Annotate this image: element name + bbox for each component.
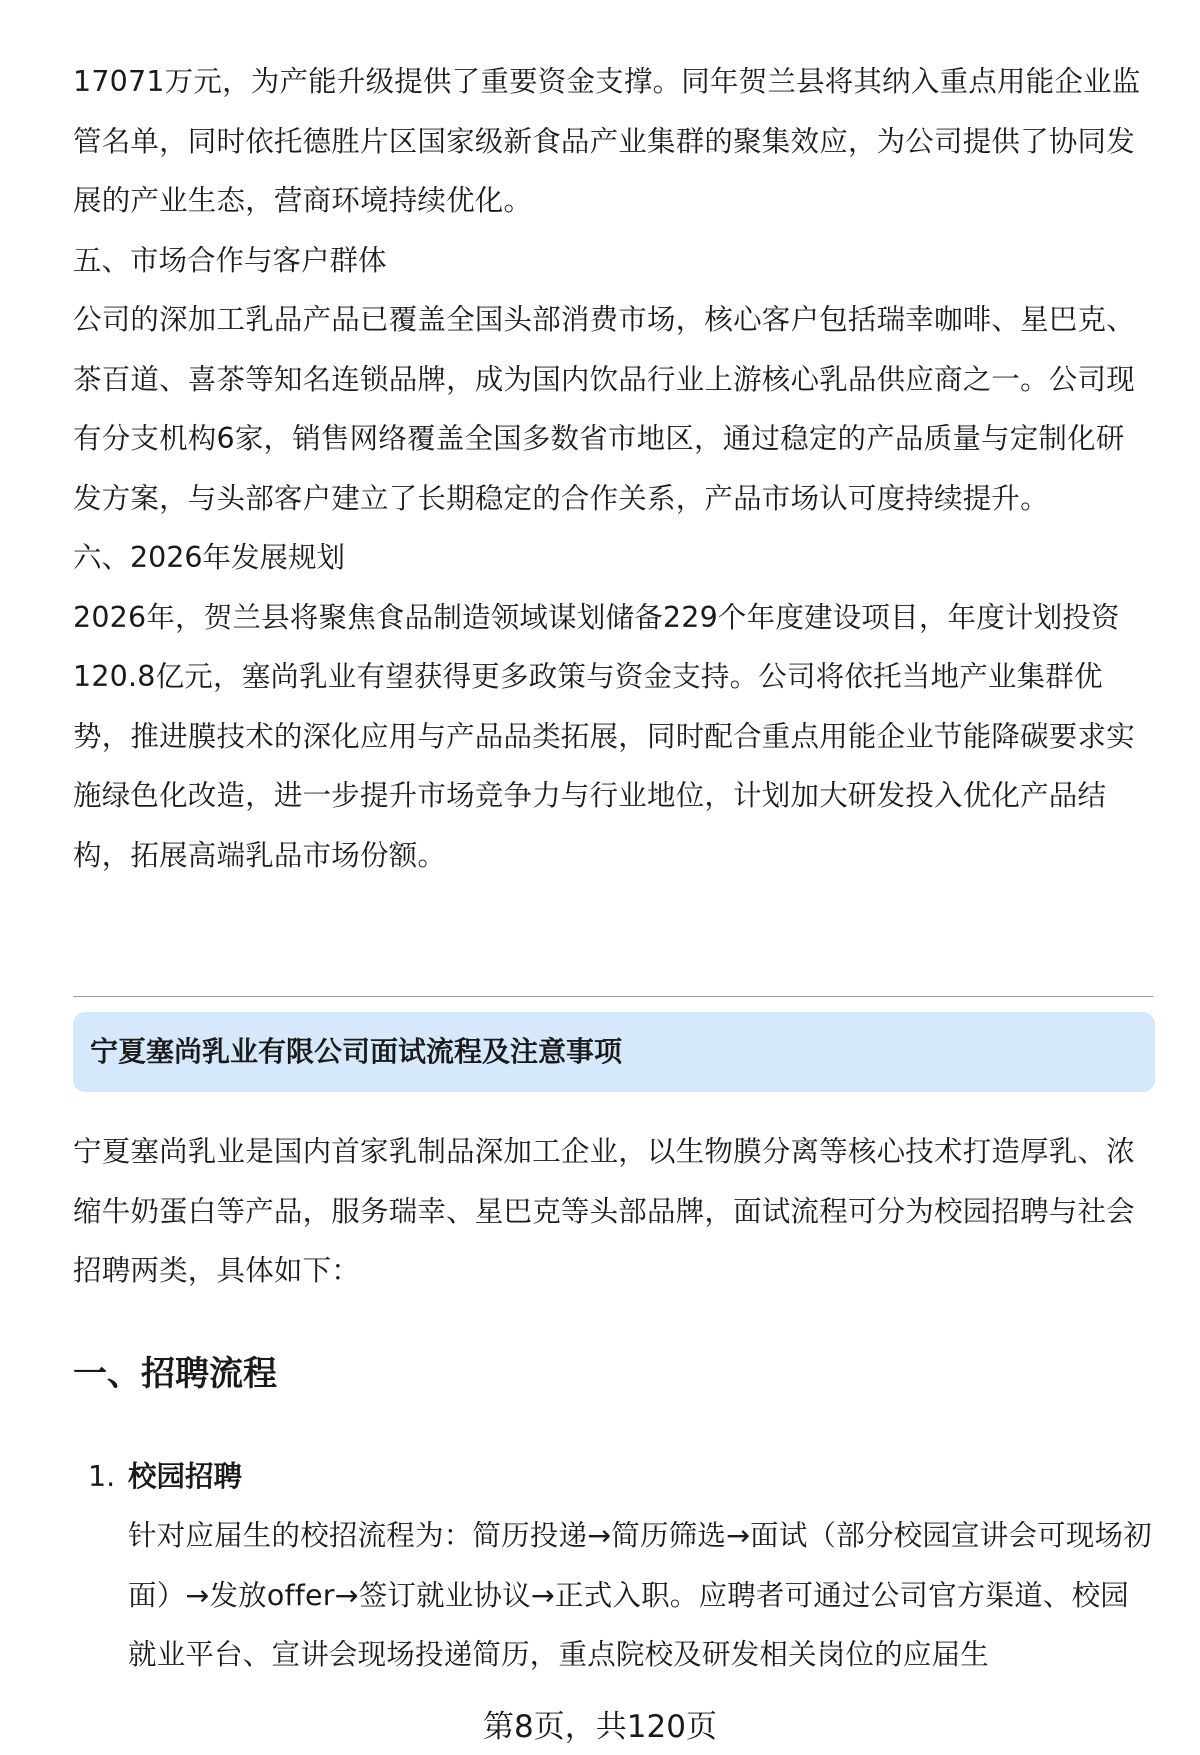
intro-section [73,1122,1153,1301]
continuation-section [73,52,1153,885]
heading-recruitment-process: 一、招聘流程 [73,1354,277,1394]
page-footer: 第8页，共120页 [483,1709,717,1745]
paragraph-market: 公司的深加工乳品产品已覆盖全国头部消费市场，核心客户包括瑞幸咖啡、星巴克、茶百道、喜茶等知名连锁品牌，成为国内饮品行业上游核心乳品供应商之一。公司现有分支机构6家，销售网络覆盖全国多数省市地区，通过稳定的产品质量与定制化研发方案，与头部客户建立了长期稳定的合作关系，产品市场认可度持续提升。 [73,303,1135,515]
section-heading-market: 五、市场合作与客户群体 [73,243,387,277]
paragraph-plan: 2026年，贺兰县将聚焦食品制造领域谋划储备229个年度建设项目，年度计划投资120.8亿元，塞尚乳业有望获得更多政策与资金支持。公司将依托当地产业集群优势，推进膜技术的深化应用与产品品类拓展，同时配合重点用能企业节能降碳要求实施绿色化改造，进一步提升市场竞争力与行业地位，计划加大研发投入优化产品结构，拓展高端乳品市场份额。 [73,600,1135,872]
interview-banner [73,1012,1155,1092]
banner-title: 宁夏塞尚乳业有限公司面试流程及注意事项 [90,1035,623,1068]
paragraph-funding: 17071万元，为产能升级提供了重要资金支撑。同年贺兰县将其纳入重点用能企业监管名单，同时依托德胜片区国家级新食品产业集群的聚集效应，为公司提供了协同发展的产业生态，营商环境持续优化。 [73,65,1141,217]
section-divider [73,996,1153,997]
list-item-number: 1. [88,1460,116,1493]
list-item-title: 校园招聘 [128,1460,243,1493]
list-item-body: 针对应届生的校招流程为：简历投递→简历筛选→面试（部分校园宣讲会可现场初面）→发放offer→签订就业协议→正式入职。应聘者可通过公司官方渠道、校园就业平台、宣讲会现场投递简历，重点院校及研发相关岗位的应届生 [128,1519,1152,1671]
section-heading-plan: 六、2026年发展规划 [73,541,346,574]
intro-paragraph: 宁夏塞尚乳业是国内首家乳制品深加工企业，以生物膜分离等核心技术打造厚乳、浓缩牛奶蛋白等产品，服务瑞幸、星巴克等头部品牌，面试流程可分为校园招聘与社会招聘两类，具体如下： [73,1135,1135,1287]
